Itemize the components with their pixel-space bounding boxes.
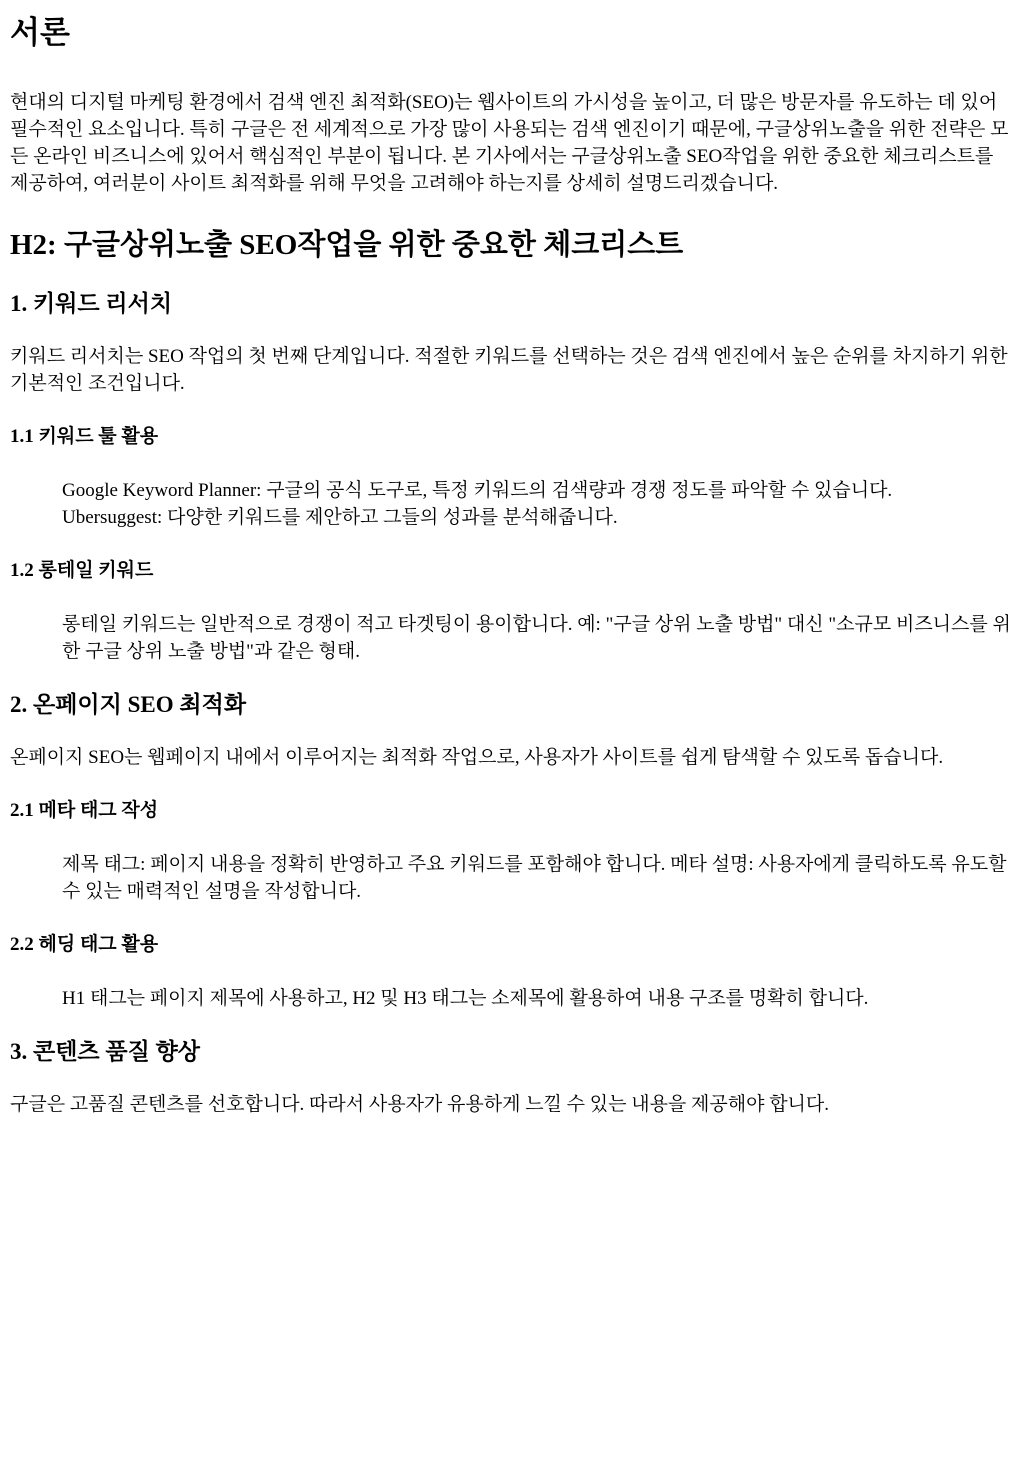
subsection-heading-longtail: 1.2 롱테일 키워드 bbox=[10, 560, 154, 581]
subsection-heading-keyword-tools: 1.1 키워드 툴 활용 bbox=[10, 426, 159, 447]
section-body-keyword-research: 키워드 리서치는 SEO 작업의 첫 번째 단계입니다. 적절한 키워드를 선택하는 것은 검색 엔진에서 높은 순위를 차지하기 위한 기본적인 조건입니다. bbox=[10, 346, 1008, 394]
intro-paragraph: 현대의 디지털 마케팅 환경에서 검색 엔진 최적화(SEO)는 웹사이트의 가시성을 높이고, 더 많은 방문자를 유도하는 데 있어 필수적인 요소입니다. 특히 구글은 전 세계적으로 가장 많이 사용되는 검색 엔진이기 때문에, 구글상위노출을 위한 전략은 모든 온라인 비즈니스에 있어서 핵심적인 부분이 됩니다. 본 기사에서는 구글상위노출 SEO작업을 위한 중요한 체크리스트를 제공하여, 여러분이 사이트 최적화를 위해 무엇을 고려해야 하는지를 상세히 설명드리겠습니다. bbox=[10, 92, 1009, 194]
section-heading-content-quality: 3. 콘텐츠 품질 향상 bbox=[10, 1039, 201, 1064]
subsection-heading-heading-tags: 2.2 헤딩 태그 활용 bbox=[10, 934, 159, 955]
longtail-block: 롱테일 키워드는 일반적으로 경쟁이 적고 타겟팅이 용이합니다. 예: "구글 상위 노출 방법" 대신 "소규모 비즈니스를 위한 구글 상위 노출 방법"과 같은 형태. bbox=[62, 614, 1011, 662]
page-title: 서론 bbox=[10, 15, 70, 50]
meta-tags-block: 제목 태그: 페이지 내용을 정확히 반영하고 주요 키워드를 포함해야 합니다. 메타 설명: 사용자에게 클릭하도록 유도할 수 있는 매력적인 설명을 작성합니다. bbox=[62, 854, 1007, 902]
article bbox=[0, 14, 1024, 1118]
section-heading-keyword-research: 1. 키워드 리서치 bbox=[10, 291, 173, 316]
keyword-tool-ubersuggest: Ubersuggest: 다양한 키워드를 제안하고 그들의 성과를 분석해줍니다. bbox=[62, 507, 618, 528]
section-heading-onpage-seo: 2. 온페이지 SEO 최적화 bbox=[10, 692, 247, 717]
checklist-heading: H2: 구글상위노출 SEO작업을 위한 중요한 체크리스트 bbox=[10, 229, 684, 261]
section-body-onpage-seo: 온페이지 SEO는 웹페이지 내에서 이루어지는 최적화 작업으로, 사용자가 사이트를 쉽게 탐색할 수 있도록 돕습니다. bbox=[10, 747, 944, 768]
subsection-heading-meta-tags: 2.1 메타 태그 작성 bbox=[10, 800, 159, 821]
keyword-tools-block bbox=[62, 477, 1014, 531]
section-body-content-quality: 구글은 고품질 콘텐츠를 선호합니다. 따라서 사용자가 유용하게 느낄 수 있는 내용을 제공해야 합니다. bbox=[10, 1094, 830, 1115]
keyword-tool-google-planner: Google Keyword Planner: 구글의 공식 도구로, 특정 키워드의 검색량과 경쟁 정도를 파악할 수 있습니다. bbox=[62, 480, 893, 501]
heading-tags-block: H1 태그는 페이지 제목에 사용하고, H2 및 H3 태그는 소제목에 활용하여 내용 구조를 명확히 합니다. bbox=[62, 988, 869, 1009]
